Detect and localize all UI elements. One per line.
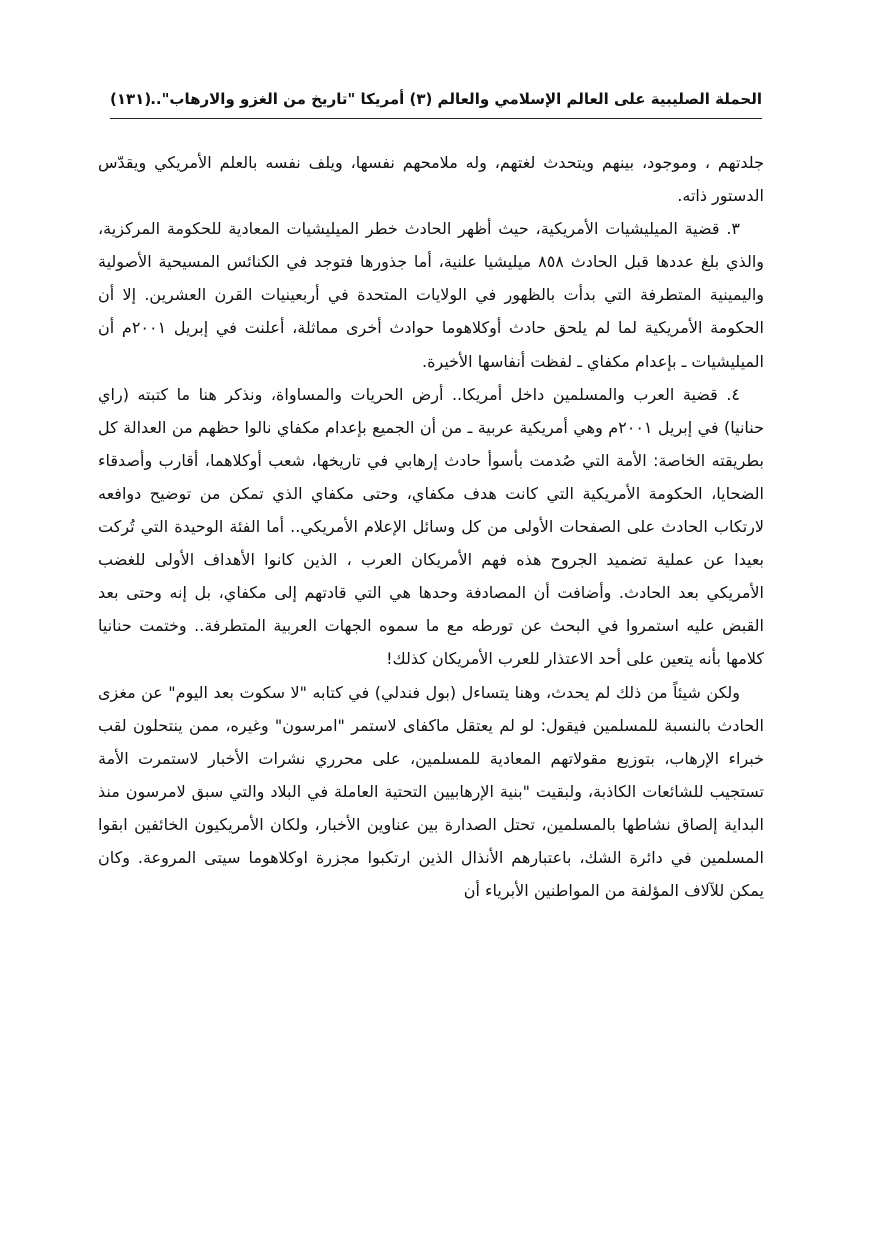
paragraph-militias: ٣. قضية الميليشيات الأمريكية، حيث أظهر الحادث خطر الميليشيات المعادية للحكومة المركزية، والذي بلغ عددها قبل الحادث ٨٥٨ ميليشيا علنية، أما جذورها فتوجد في الكنائس المسيحية الأصولية واليمينية المتطرفة التي بدأت بالظهور في الولايات المتحدة في أربعينيات القرن العشرين. إلا أن الحكومة الأمريكية لما لم يلحق حادث أوكلاهوما حوادث أخرى مماثلة، أعلنت في إبريل ٢٠٠١م أن الميليشيات ـ بإعدام مكفاي ـ لفظت أنفاسها الأخيرة.	[98, 219, 765, 371]
paragraph-findley: ولكن شيئاً من ذلك لم يحدث، وهنا يتساءل (بول فندلي) في كتابه "لا سكوت بعد اليوم" عن مغزى الحادث بالنسبة للمسلمين فيقول: لو لم يعتقل ماكفاى لاستمر "امرسون" وغيره، ممن ينتحلون لقب خبراء الإرهاب، بتوزيع مقولاتهم المعادية للمسلمين، على محرري نشرات الأخبار لاستمرت الأمة تستجيب للشائعات الكاذبة، ولبقيت "بنية الإرهابيين التحتية العاملة في البلاد والتي سبق لامرسون منذ البداية إلصاق نشاطها بالمسلمين، تحتل الصدارة بين عناوين الأخبار، ولكان الأمريكيون الخائفين ابقوا المسلمين في دائرة الشك، باعتبارهم الأنذال الذين ارتكبوا مجزرة اوكلاهوما سيتى المروعة. وكان يمكن للآلاف المؤلفة من المواطنين الأبرياء أن	[98, 682, 764, 901]
header-title: الحملة الصليبية على العالم الإسلامي والعالم (٣) أمريكا "تاريخ من الغزو والارهاب"..	[150, 90, 762, 108]
page-number: (١٣١)	[110, 90, 152, 108]
running-header	[110, 88, 762, 119]
paragraph-continuation: جلدتهم ، وموجود، بينهم ويتحدث لغتهم، وله ملامحهم نفسها، ويلف نفسه بالعلم الأمريكي ويقدّس الدستور ذاته.	[98, 153, 764, 206]
body-text	[98, 146, 764, 907]
paragraph-arabs-muslims: ٤. قضية العرب والمسلمين داخل أمريكا.. أرض الحريات والمساواة، ونذكر هنا ما كتبته (راي حنانيا) في إبريل ٢٠٠١م وهي أمريكية عربية ـ من أن الجميع بإعدام مكفاي نالوا حظهم من العدالة كل بطريقته الخاصة: الأمة التي صُدمت بأسوأ حادث إرهابي في تاريخها، شعب أوكلاهما، أقارب وأصدقاء الضحايا، الحكومة الأمريكية التي كانت هدف مكفاي، وحتى مكفاي الذي تمكن من توضيح دوافعه لارتكاب الحادث على الصفحات الأولى من كل وسائل الإعلام الأمريكي.. أما الفئة الوحيدة التي تُركت بعيدا عن عملية تضميد الجروح هذه فهم الأمريكان العرب ، الذين كانوا الأهداف الأولى للغضب الأمريكي بعد الحادث. وأضافت أن المصادفة وحدها هي التي قادتهم إلى مكفاي، بل إنه وحتى بعد القبض عليه استمروا في البحث عن تورطه مع ما سموه الجهات العربية المتطرفة.. وختمت حنانيا كلامها بأنه يتعين على أحد الاعتذار للعرب الأمريكان كذلك!	[98, 384, 765, 669]
